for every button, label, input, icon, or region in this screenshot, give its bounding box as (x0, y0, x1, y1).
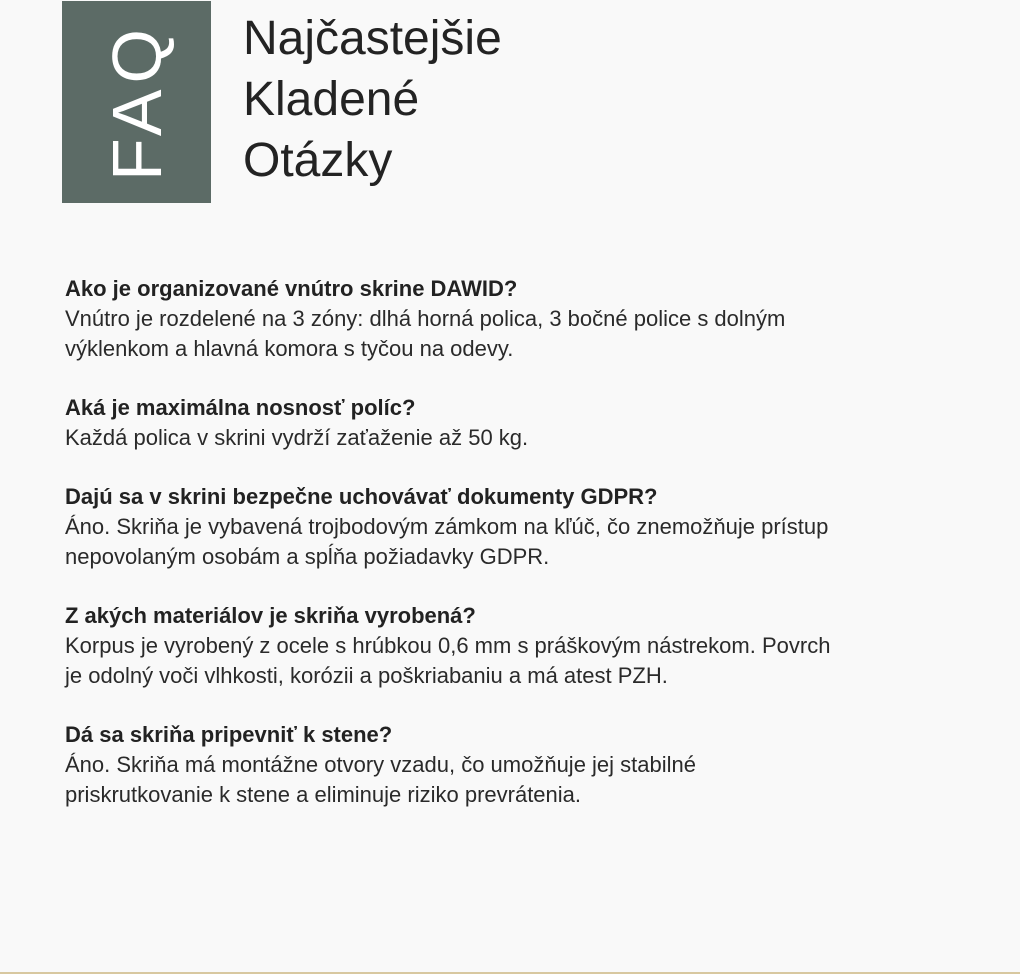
faq-question: Aká je maximálna nosnosť políc? (65, 395, 416, 420)
faq-answer-line: Áno. Skriňa má montážne otvory vzadu, čo umožňuje jej stabilné (65, 752, 696, 777)
faq-answer-line: nepovolaným osobám a spĺňa požiadavky GDPR. (65, 544, 550, 569)
page-title-line: Otázky (243, 134, 393, 187)
faq-answer-line: výklenkom a hlavná komora s tyčou na odevy. (65, 336, 514, 361)
faq-question: Dajú sa v skrini bezpečne uchovávať dokumenty GDPR? (65, 484, 658, 509)
faq-answer-line: Každá polica v skrini vydrží zaťaženie až 50 kg. (65, 425, 529, 450)
faq-question: Dá sa skriňa pripevniť k stene? (65, 722, 393, 747)
faq-item (65, 393, 965, 453)
faq-badge-text: FAQ (97, 22, 176, 182)
page-title-line: Najčastejšie (243, 12, 502, 65)
faq-answer-line: priskrutkovanie k stene a eliminuje riziko prevrátenia. (65, 782, 582, 807)
faq-item (65, 482, 965, 572)
faq-badge (62, 1, 211, 203)
faq-question: Z akých materiálov je skriňa vyrobená? (65, 603, 476, 628)
faq-answer-line: Áno. Skriňa je vybavená trojbodovým zámkom na kľúč, čo znemožňuje prístup (65, 514, 829, 539)
faq-answer-line: Korpus je vyrobený z ocele s hrúbkou 0,6 mm s práškovým nástrekom. Povrch (65, 633, 831, 658)
page-title (243, 8, 743, 191)
faq-question: Ako je organizované vnútro skrine DAWID? (65, 276, 518, 301)
faq-item (65, 601, 965, 691)
faq-item (65, 274, 965, 364)
faq-answer-line: Vnútro je rozdelené na 3 zóny: dlhá horná polica, 3 bočné police s dolným (65, 306, 786, 331)
page-title-line: Kladené (243, 73, 420, 126)
faq-list (65, 274, 965, 839)
faq-item (65, 720, 965, 810)
faq-answer-line: je odolný voči vlhkosti, korózii a poškriabaniu a má atest PZH. (65, 663, 668, 688)
